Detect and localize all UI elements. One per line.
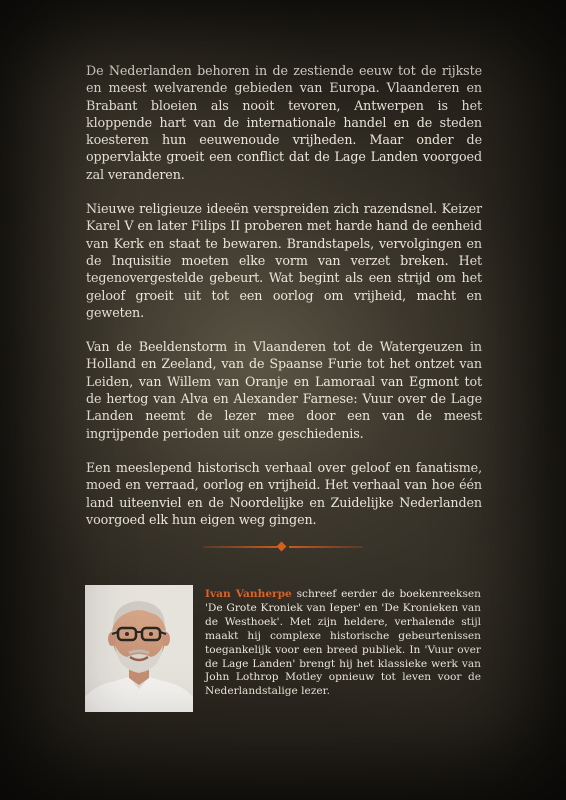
blurb-paragraph-3: Van de Beeldenstorm in Vlaanderen tot de Watergeuzen in Holland en Zeeland, van de Spaanse Furie tot het ontzet van Leiden, van Willem van Oranje en Lamoraal van Egmont tot de hertog van Alva en Alexander Farnese: Vuur over de Lage Landen neemt de lezer mee door een van de meest ingrijpende perioden uit onze geschiedenis. (86, 339, 482, 441)
diamond-icon (277, 542, 287, 552)
blurb-paragraph-4: Een meeslepend historisch verhaal over geloof en fanatisme, moed en verraad, oorlog en vrijheid. Het verhaal van hoe één land uiteenviel en de Noordelijke en Zuidelijke Nederlanden voorgoed elk hun eigen weg gingen. (86, 459, 482, 527)
author-name: Ivan Vanherpe (205, 588, 292, 600)
author-bio-text: schreef eerder de boekenreeksen 'De Grote Kroniek van Ieper' en 'De Kronieken van de Westhoek'. Met zijn heldere, verhalende stijl maakt hij complexe historische gebeurtenissen toegankelijk voor een breed publiek. In 'Vuur over de Lage Landen' brengt hij het klassieke werk van John Lothrop Motley opnieuw tot leven voor de Nederlandstalige lezer. (205, 588, 481, 698)
blurb-paragraph-2: Nieuwe religieuze ideeën verspreiden zich razendsnel. Keizer Karel V en later Filips II proberen met harde hand de eenheid van Kerk en staat te bewaren. Brandstapels, vervolgingen en de Inquisitie moeten elke vorm van verzet breken. Het tegenovergestelde gebeurt. Wat begint als een strijd om het geloof groeit uit tot een oorlog om vrijheid, macht en geweten. (86, 201, 482, 320)
author-bio (205, 588, 481, 699)
ornament-divider-icon (203, 541, 363, 553)
divider-line-left (203, 546, 277, 548)
blurb-text (86, 62, 482, 545)
divider-line-right (289, 546, 363, 548)
author-photo (85, 585, 193, 712)
blurb-paragraph-1: De Nederlanden behoren in de zestiende eeuw tot de rijkste en meest welvarende gebieden van Europa. Vlaanderen en Brabant bloeien als nooit tevoren, Antwerpen is het kloppende hart van de internationale handel en de steden koesteren hun eeuwenoude vrijheden. Maar onder de oppervlakte groeit een conflict dat de Lage Landen voorgoed zal veranderen. (86, 63, 482, 182)
author-portrait-icon (85, 585, 193, 712)
